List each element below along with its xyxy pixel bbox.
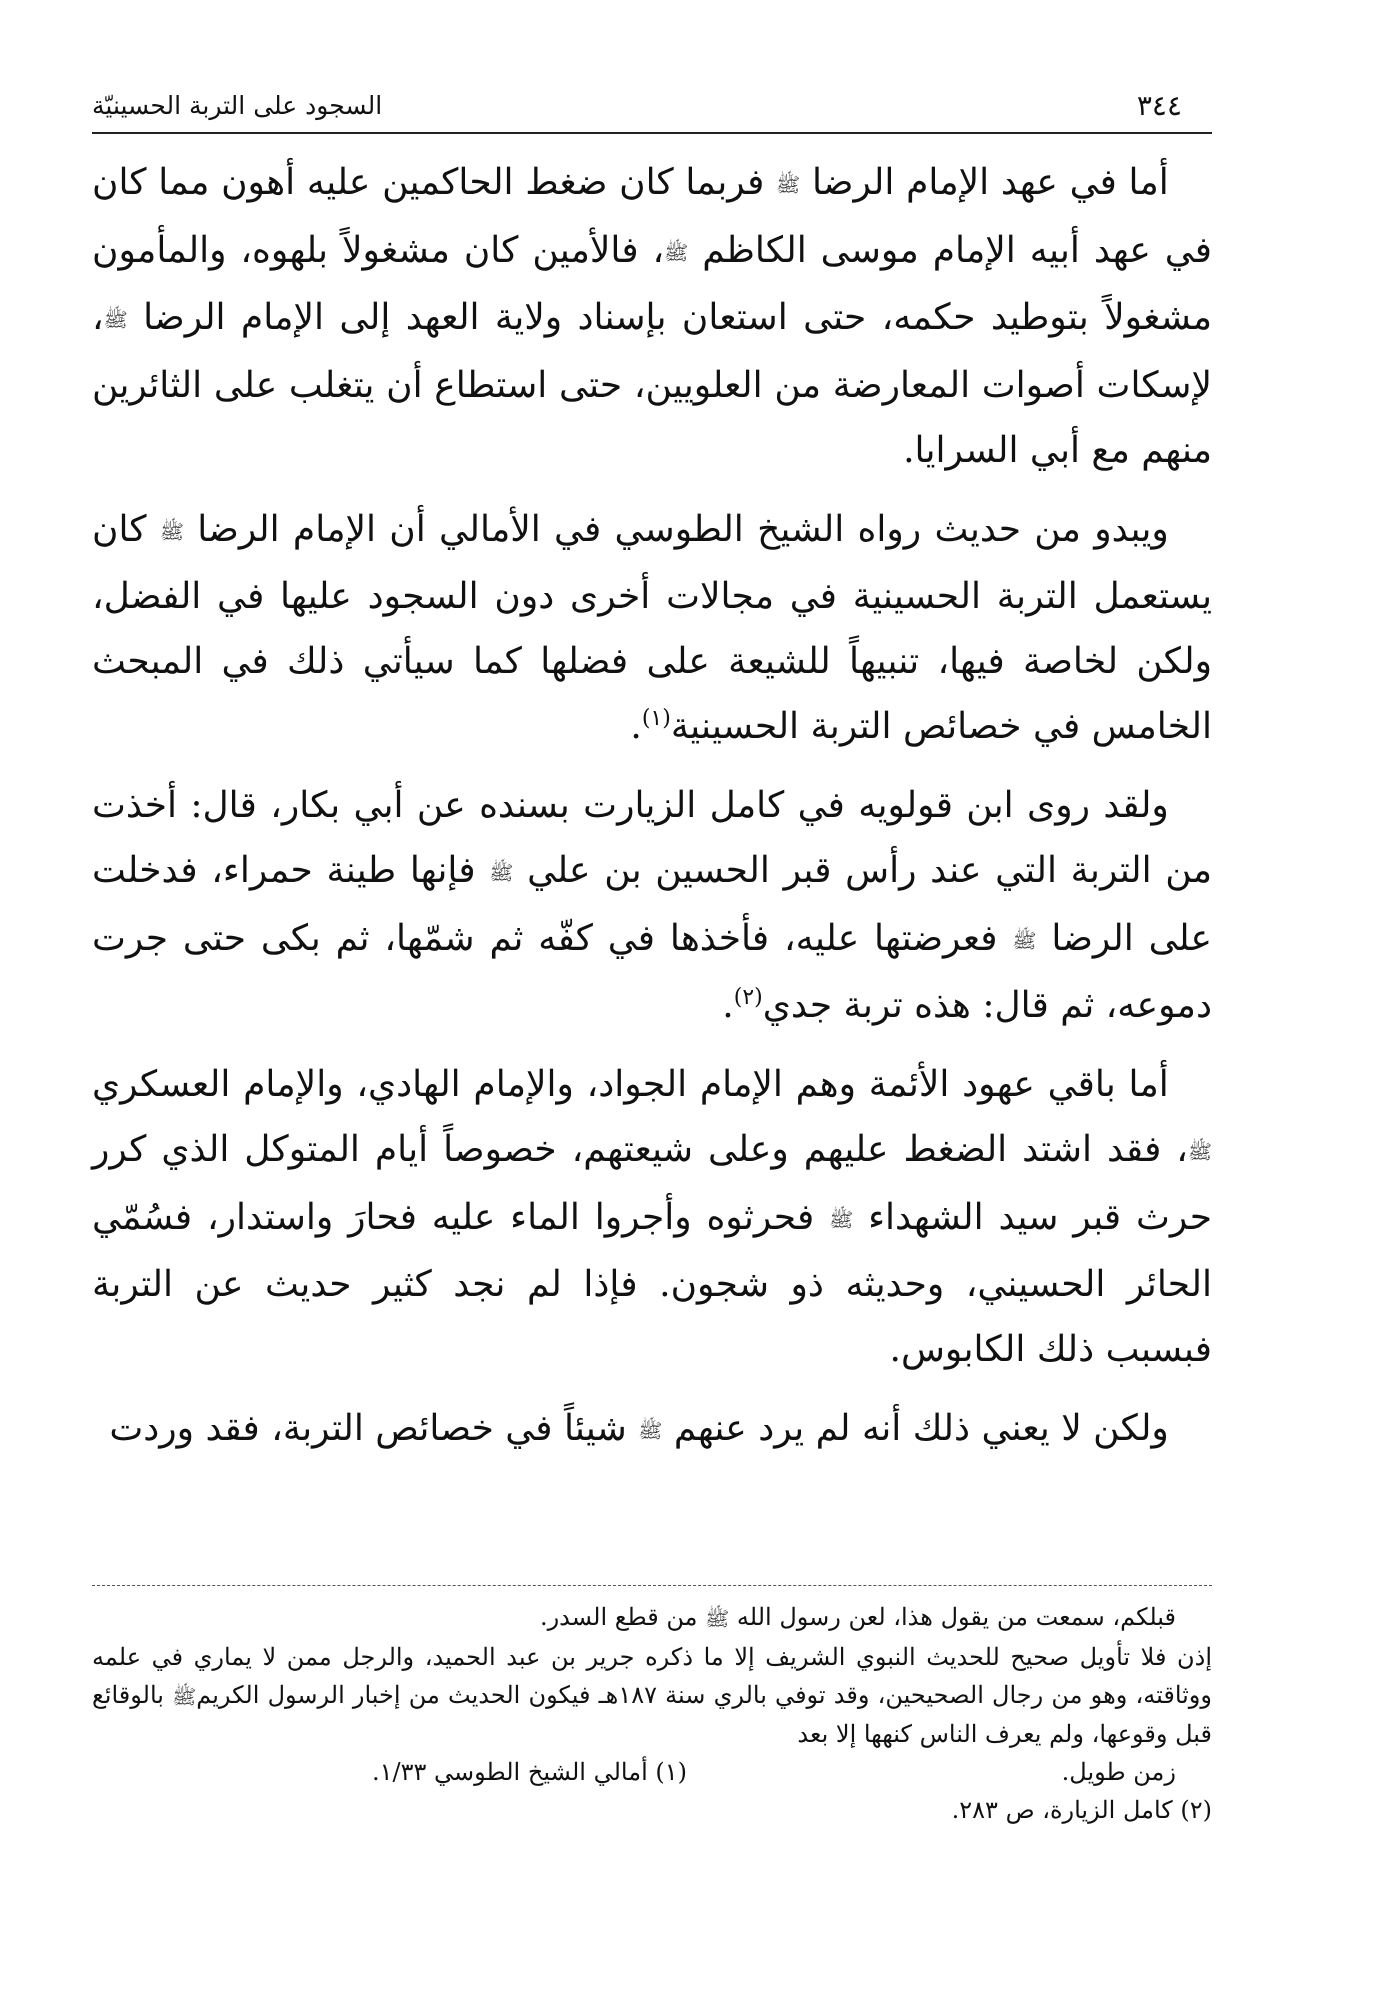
footnote-1: (١) أمالي الشيخ الطوسي ١/٣٣.	[372, 1758, 688, 1786]
footnote-continuation-end: زمن طويل.	[1061, 1758, 1176, 1786]
blessing-mark: ﷺ	[489, 860, 514, 885]
footnote-2: (٢) كامل الزيارة، ص ٢٨٣.	[951, 1796, 1212, 1824]
blessing-mark: ﷺ	[1187, 1139, 1212, 1164]
blessing-mark: ﷺ	[829, 1207, 854, 1231]
footnotes	[92, 1598, 1212, 1829]
blessing-mark: ﷺ	[159, 519, 184, 543]
paragraph-1: أما في عهد الإمام الرضا ﷺ فربما كان ضغط الحاكمين عليه أهون مما كان في عهد أبيه الإمام موسى الكاظم ﷺ، فالأمين كان مشغولاً بلهوه، والمأمون مشغولاً بتوطيد حكمه، حتى استعان بإسناد ولاية العهد إلى الإمام الرضا ﷺ، لإسكات أصوات المعارضة من العلويين، حتى استطاع أن يتغلب على الثائرين منهم مع أبي السرايا.	[92, 162, 1212, 471]
paragraph-2: ويبدو من حديث رواه الشيخ الطوسي في الأمالي أن الإمام الرضا ﷺ كان يستعمل التربة الحسينية في مجالات أخرى دون السجود عليها في الفضل، ولكن لخاصة فيها، تنبيهاً للشيعة على فضلها كما سيأتي ذلك في المبحث الخامس في خصائص التربة الحسينية$^{(١)}$.	[92, 508, 1212, 747]
blessing-mark: ﷺ	[776, 172, 801, 197]
blessing-mark: ﷺ	[638, 1418, 663, 1443]
page-header	[92, 88, 1212, 124]
footnote-ref[interactable]: (٢)	[733, 985, 763, 1010]
blessing-mark: ﷺ	[172, 1684, 197, 1708]
blessing-mark: ﷺ	[103, 307, 128, 332]
blessing-mark: ﷺ	[664, 240, 689, 264]
body-text	[92, 150, 1212, 1478]
blessing-mark: ﷺ	[1012, 928, 1037, 952]
footnote-continuation: قبلكم، سمعت من يقول هذا، لعن رسول الله ﷺ من قطع السدر.	[539, 1603, 1176, 1631]
running-title: السجود على التربة الحسينيّة	[92, 91, 383, 120]
blessing-mark: ﷺ	[705, 1606, 730, 1631]
paragraph-3: ولقد روى ابن قولويه في كامل الزيارت بسنده عن أبي بكار، قال: أخذت من التربة التي عند رأس قبر الحسين بن علي ﷺ فإنها طينة حمراء، فدخلت على الرضا ﷺ فعرضتها عليه، فأخذها في كفّه ثم شمّها، ثم بكى حتى جرت دموعه، ثم قال: هذه تربة جدي$^{(٢)}$.	[92, 785, 1212, 1026]
footnote-rule	[92, 1585, 1212, 1586]
page-number: ٣٤٤	[1136, 89, 1182, 122]
paragraph-5: ولكن لا يعني ذلك أنه لم يرد عنهم ﷺ شيئاً في خصائص التربة، فقد وردت	[109, 1408, 1169, 1449]
footnote-ref[interactable]: (١)	[641, 706, 671, 731]
header-rule	[92, 132, 1212, 134]
footnote-last-line	[92, 1753, 1212, 1791]
paragraph-4: أما باقي عهود الأئمة وهم الإمام الجواد، والإمام الهادي، والإمام العسكري ﷺ، فقد اشتد الضغط عليهم وعلى شيعتهم، خصوصاً أيام المتوكل الذي كرر حرث قبر سيد الشهداء ﷺ فحرثوه وأجروا الماء عليه فحارَ واستدار، فسُمّي الحائر الحسيني، وحديثه ذو شجون. فإذا لم نجد كثير حديث عن التربة فبسبب ذلك الكابوس.	[92, 1064, 1212, 1370]
footnote-continuation-2: إذن فلا تأويل صحيح للحديث النبوي الشريف إلا ما ذكره جرير بن عبد الحميد، والرجل ممن لا يماري في علمه ووثاقته، وهو من رجال الصحيحين، وقد توفي بالري سنة ١٨٧هـ فيكون الحديث من إخبار الرسول الكريمﷺ بالوقائع قبل وقوعها، ولم يعرف الناس كنهها إلا بعد	[92, 1642, 1212, 1748]
